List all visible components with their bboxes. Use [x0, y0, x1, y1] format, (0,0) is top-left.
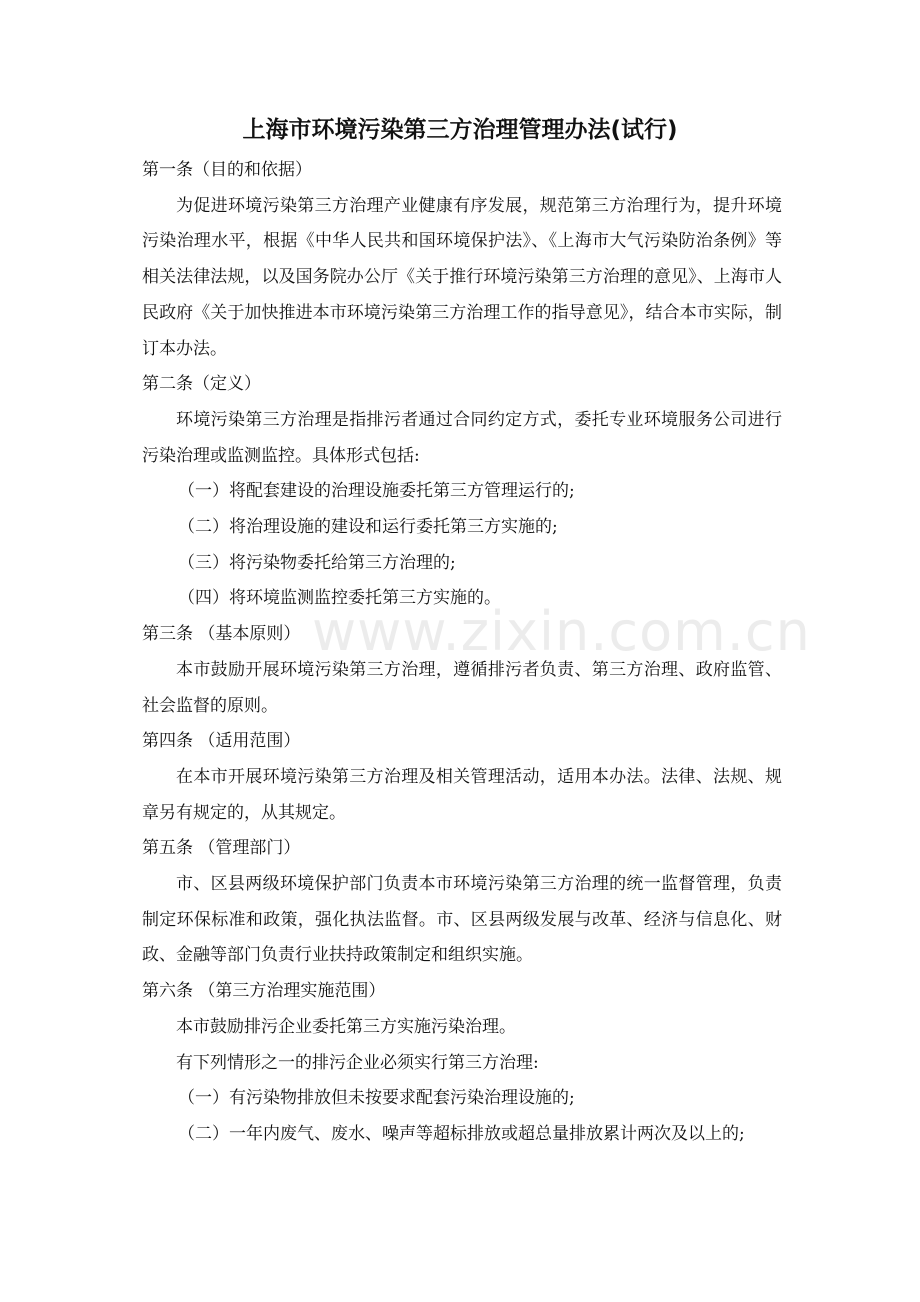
article-5-heading: 第五条 （管理部门）: [142, 838, 301, 859]
article-4-paragraph: 在本市开展环境污染第三方治理及相关管理活动，适用本办法。法律、法规、规章另有规定的，从其规定。: [142, 766, 782, 823]
article-6-item-2: （二）一年内废气、废水、噪声等超标排放或超总量排放累计两次及以上的;: [178, 1123, 745, 1144]
article-3-paragraph: 本市鼓励开展环境污染第三方治理，遵循排污者负责、第三方治理、政府监管、社会监督的原则。: [142, 659, 782, 716]
article-4-heading: 第四条 （适用范围）: [142, 731, 301, 752]
article-6-paragraph-2: 有下列情形之一的排污企业必须实行第三方治理:: [176, 1052, 539, 1073]
article-6-heading: 第六条 （第三方治理实施范围）: [142, 981, 386, 1002]
article-2-paragraph: 环境污染第三方治理是指排污者通过合同约定方式，委托专业环境服务公司进行污染治理或监测监控。具体形式包括:: [142, 409, 782, 466]
article-2-item-2: （二）将治理设施的建设和运行委托第三方实施的;: [178, 517, 558, 538]
article-6-item-1: （一）有污染物排放但未按要求配套污染治理设施的;: [178, 1088, 575, 1109]
article-2-heading: 第二条（定义）: [142, 374, 261, 395]
article-3-heading: 第三条 （基本原则）: [142, 624, 301, 645]
article-2-item-1: （一）将配套建设的治理设施委托第三方管理运行的;: [178, 481, 575, 502]
article-2-item-3: （三）将污染物委托给第三方治理的;: [178, 552, 456, 573]
article-5-paragraph: 市、区县两级环境保护部门负责本市环境污染第三方治理的统一监督管理，负责制定环保标准和政策，强化执法监督。市、区县两级发展与改革、经济与信息化、财政、金融等部门负责行业扶持政策制定和组织实施。: [142, 874, 782, 966]
article-1-paragraph: 为促进环境污染第三方治理产业健康有序发展，规范第三方治理行为，提升环境污染治理水平，根据《中华人民共和国环境保护法》、《上海市大气污染防治条例》等相关法律法规，以及国务院办公厅《关于推行环境污染第三方治理的意见》、上海市人民政府《关于加快推进本市环境污染第三方治理工作的指导意见》，结合本市实际，制订本办法。: [142, 195, 782, 359]
document-body: [142, 153, 782, 1153]
document-title: 上海市环境污染第三方治理管理办法(试行): [242, 117, 678, 143]
article-6-paragraph: 本市鼓励排污企业委托第三方实施污染治理。: [176, 1016, 516, 1037]
article-2-item-4: （四）将环境监测监控委托第三方实施的。: [178, 588, 501, 609]
article-1-heading: 第一条（目的和依据）: [142, 160, 312, 180]
watermark: www.zixin.com.cn: [312, 600, 811, 663]
